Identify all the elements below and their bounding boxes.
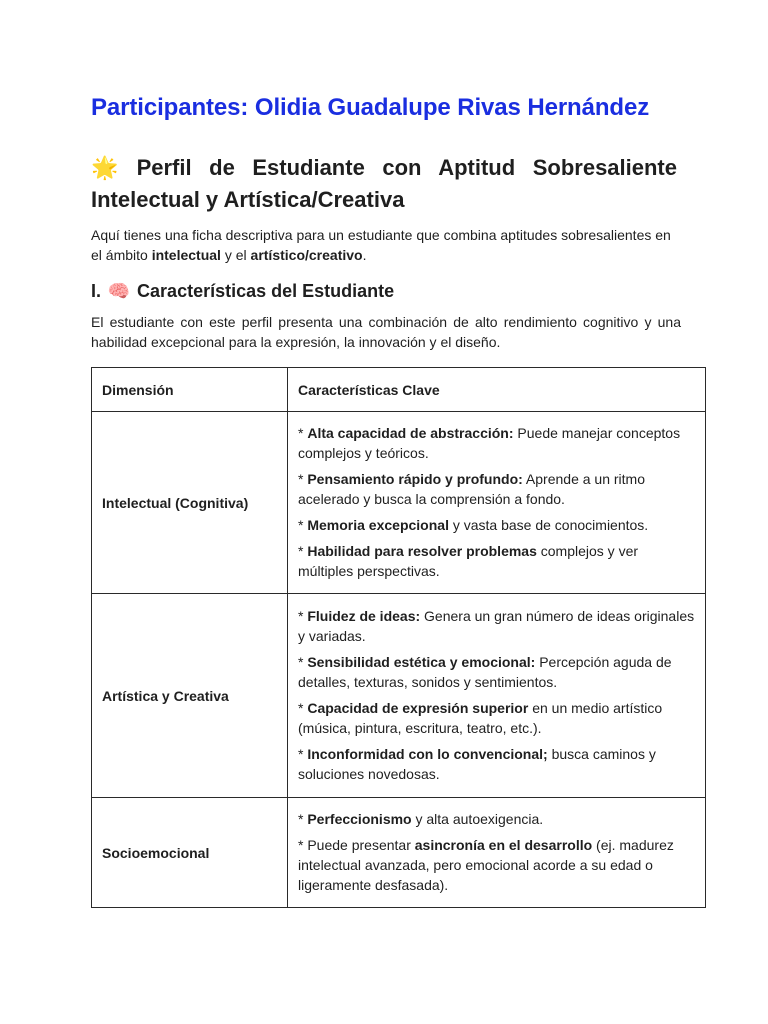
list-item: * Alta capacidad de abstracción: Puede manejar conceptos complejos y teóricos. [298,425,681,461]
list-item: * Habilidad para resolver problemas complejos y ver múltiples perspectivas. [298,543,639,579]
brain-icon: 🧠 [107,281,131,301]
intro-bold-intelectual: intelectual [151,247,221,263]
row-characteristics [288,594,706,798]
list-item: * Puede presentar asincronía en el desarrollo (ej. madurez intelectual avanzada, pero emocional acorde a su edad o ligeramente desfasada). [298,837,674,893]
list-item: * Fluidez de ideas: Genera un gran número de ideas originales y variadas. [298,608,695,644]
row-characteristics [288,798,706,908]
row-characteristics [288,412,706,594]
list-item: * Inconformidad con lo convencional; busca caminos y soluciones novedosas. [298,746,656,782]
intro-bold-artistico: artístico/creativo [250,247,363,263]
participants-heading: Participantes: Olidia Guadalupe Rivas Hernández [91,94,650,121]
row-dimension: Intelectual (Cognitiva) [92,412,288,594]
intro-paragraph [91,225,681,265]
list-item: * Memoria excepcional y vasta base de conocimientos. [298,517,649,533]
profile-title-text: Perfil de Estudiante con Aptitud Sobresaliente Intelectual y Artística/Creativa [91,155,677,212]
header-characteristics: Características Clave [288,368,706,412]
list-item: * Capacidad de expresión superior en un medio artístico (música, pintura, escritura, teatro, etc.). [298,700,663,736]
star-icon: 🌟 [91,155,119,180]
section-heading [91,279,394,303]
list-item: * Pensamiento rápido y profundo: Aprende a un ritmo acelerado y busca la comprensión a fondo. [298,471,645,507]
table-row [92,798,706,908]
intro-text-2: y el [220,247,251,263]
intro-text-1: Aquí tienes una ficha descriptiva para un estudiante que combina aptitudes sobresalientes en el ámbito [91,227,671,263]
section-heading-text: Características del Estudiante [137,281,395,301]
row-dimension: Artística y Creativa [92,594,288,798]
table-row [92,594,706,798]
list-item: * Perfeccionismo y alta autoexigencia. [298,811,544,827]
intro-text-3: . [362,247,367,263]
section-prefix: I. [91,281,102,301]
profile-title [91,152,677,216]
list-item: * Sensibilidad estética y emocional: Percepción aguda de detalles, texturas, sonidos y sentimientos. [298,654,672,690]
row-dimension: Socioemocional [92,798,288,908]
section-description: El estudiante con este perfil presenta una combinación de alto rendimiento cognitivo y una habilidad excepcional para la expresión, la innovación y el diseño. [91,314,681,350]
table-row [92,412,706,594]
header-dimension: Dimensión [92,368,288,412]
characteristics-table [91,367,706,908]
table-header-row [92,368,706,412]
